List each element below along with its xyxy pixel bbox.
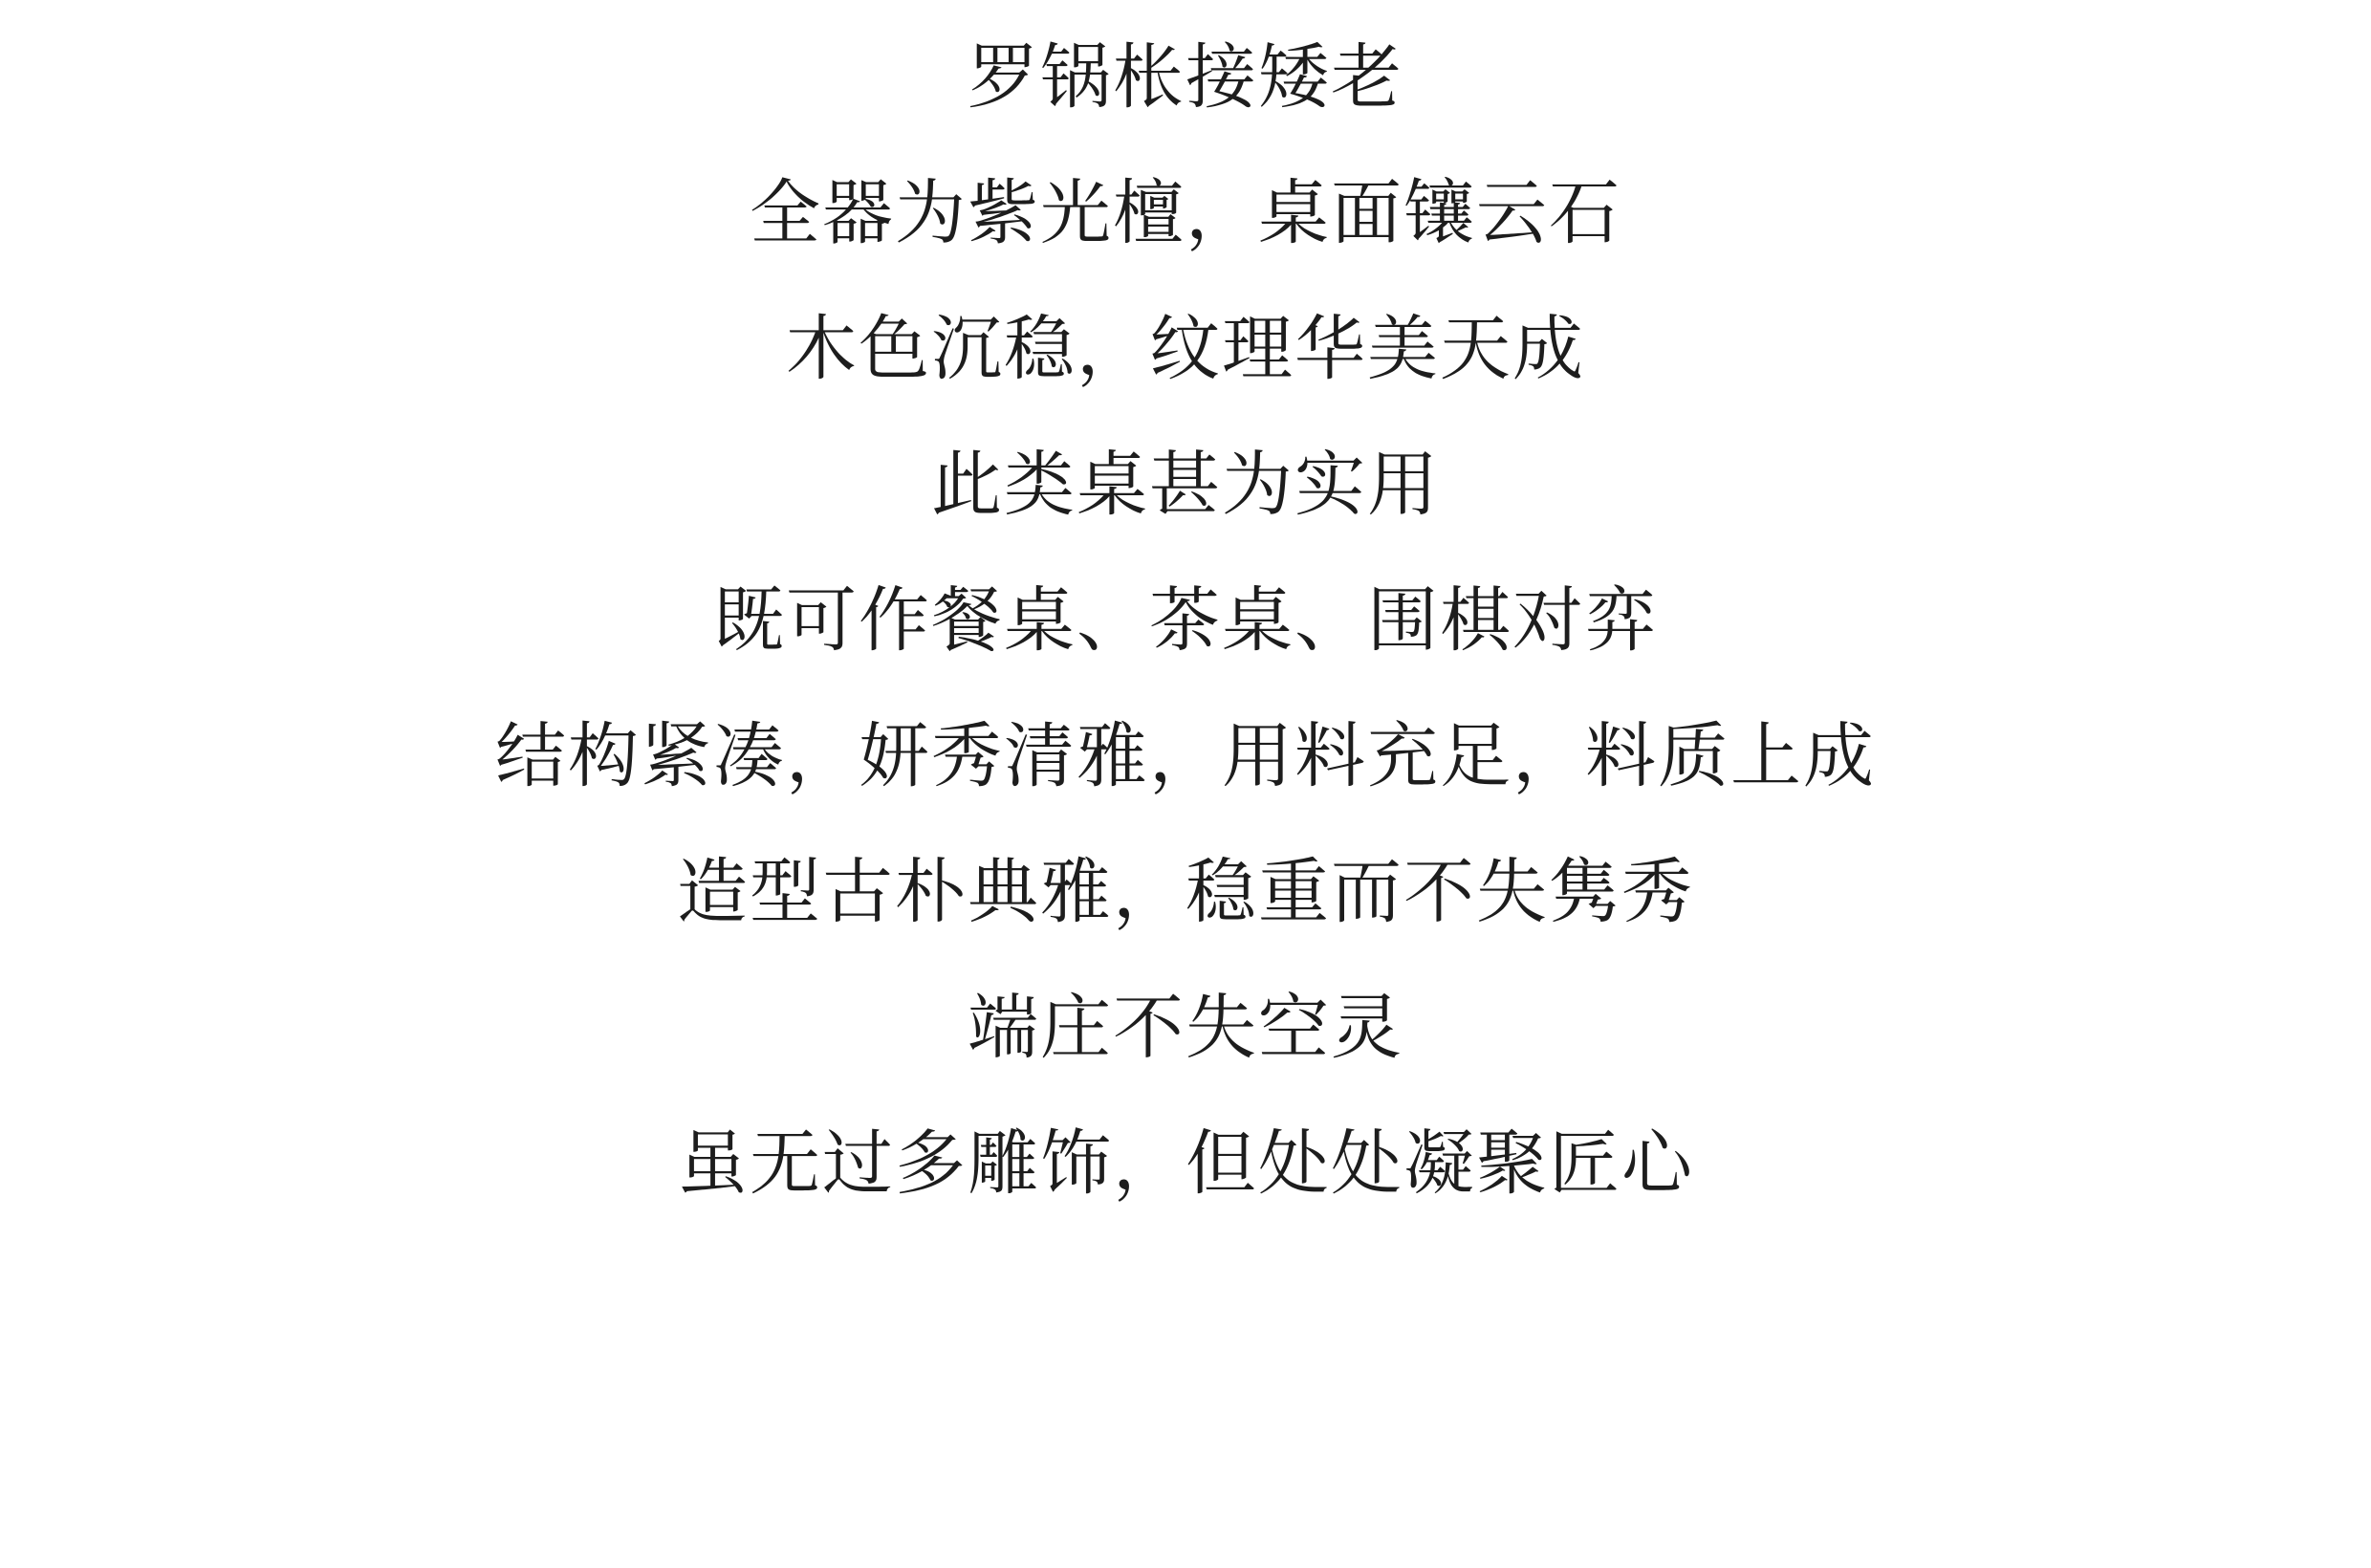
text-line-8: 端庄不失空灵 bbox=[968, 987, 1403, 1069]
text-line-2: 全器为紫光檀，桌面镶云石 bbox=[750, 172, 1621, 254]
text-line-3: 木色沉稳，纹理华美天成 bbox=[786, 308, 1585, 390]
description-text-block bbox=[0, 10, 2371, 1231]
text-line-4: 此类桌甚为实用 bbox=[931, 444, 1440, 526]
text-line-1: 罗锅枨接矮老 bbox=[968, 36, 1403, 119]
text-line-6: 结构紧凑，妍秀清雅，用料充足，料质上成 bbox=[495, 715, 1876, 797]
text-line-5: 既可作餐桌、茶桌、围棋对弈 bbox=[713, 579, 1658, 662]
text-line-7: 造型古朴典雅，稳重而不失隽秀 bbox=[677, 851, 1694, 933]
text-line-9: 虽无过多雕饰，但处处凝聚匠心 bbox=[677, 1122, 1694, 1205]
